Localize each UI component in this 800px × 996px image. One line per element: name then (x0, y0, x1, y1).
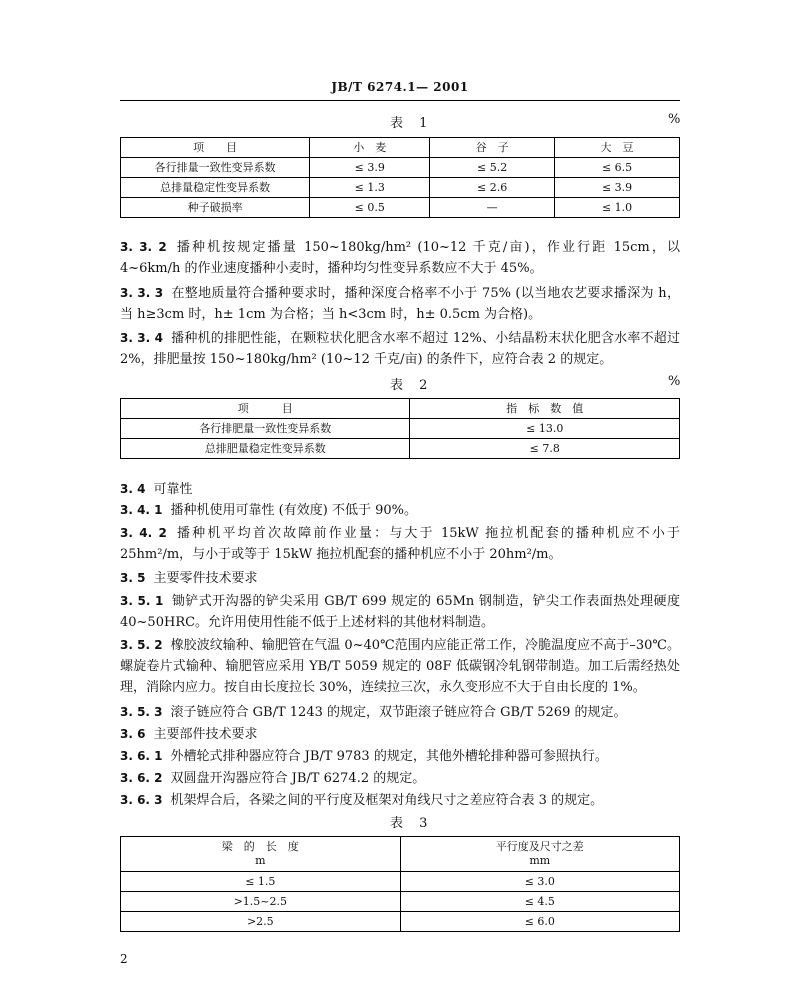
clause-text: 播种机按规定播量 150~180kg/hm² (10~12 千克/亩)，作业行距 15cm，以 4~6km/h 的作业速度播种小麦时，播种均匀性变异系数应不大于 45%。 (120, 240, 680, 276)
clause-number: 3. 3. 4 (120, 331, 163, 345)
table-header-cell (121, 837, 401, 872)
table2-unit: % (668, 374, 681, 389)
clause-3-6 (120, 724, 680, 745)
clause-3-6-2 (120, 768, 680, 789)
clause-3-6-1 (120, 746, 680, 767)
table-cell: ≤ 1.3 (310, 178, 430, 198)
clause-3-5-2 (120, 635, 680, 698)
clause-number: 3. 5 (120, 571, 146, 585)
clause-number: 3. 4 (120, 482, 146, 496)
clause-3-3-2 (120, 237, 680, 279)
clause-3-3-3 (120, 283, 680, 325)
column-label: 梁 的 长 度 (221, 840, 299, 853)
column-label: 平行度及尺寸之差 (495, 840, 584, 853)
table-cell: ≤ 0.5 (310, 198, 430, 218)
clause-text: 播种机使用可靠性 (有效度) 不低于 90%。 (170, 503, 417, 518)
table-cell: >1.5~2.5 (121, 892, 401, 912)
table1-unit: % (668, 112, 681, 127)
clause-3-5-1 (120, 591, 680, 633)
clause-text: 锄铲式开沟器的铲尖采用 GB/T 699 规定的 65Mn 钢制造，铲尖工作表面热处理硬度 40~50HRC。允许用使用性能不低于上述材料的其他材料制造。 (120, 594, 680, 630)
clause-text: 橡胶波纹输种、输肥管在气温 0~40℃范围内应能正常工作，冷脆温度应不高于–30℃。螺旋卷片式输种、输肥管应采用 YB/T 5059 规定的 08F 低碳钢冷轧钢带制造。加工后需经热处理，消除内应力。按自由长度拉长 30%，连续拉三次，永久变形应不大于自由长度的 1%。 (120, 638, 680, 695)
clause-number: 3. 6 (120, 727, 146, 741)
table-cell: ≤ 3.9 (555, 178, 680, 198)
table-row (121, 419, 680, 439)
clause-number: 3. 4. 1 (120, 503, 163, 517)
table-cell: ≤ 6.0 (400, 912, 679, 932)
table-row (121, 912, 680, 932)
table-header-row (121, 138, 680, 158)
clause-number: 3. 5. 1 (120, 594, 164, 608)
table-header-cell: 项 目 (121, 138, 310, 158)
table-cell: 各行排肥量一致性变异系数 (121, 419, 410, 439)
clause-3-6-3 (120, 790, 680, 811)
clause-text: 主要零件技术要求 (153, 571, 258, 586)
clause-number: 3. 5. 2 (120, 638, 163, 652)
table-header-cell: 谷 子 (430, 138, 555, 158)
table-row (121, 439, 680, 459)
table-row (121, 178, 680, 198)
table-header-row (121, 399, 680, 419)
clause-number: 3. 6. 2 (120, 771, 163, 785)
clause-text: 滚子链应符合 GB/T 1243 的规定，双节距滚子链应符合 GB/T 5269 的规定。 (170, 705, 627, 720)
table2-caption: 表 2 (390, 378, 434, 393)
table-cell: 种子破损率 (121, 198, 310, 218)
standard-number-header: JB/T 6274.1— 2001 (331, 80, 469, 94)
table1 (120, 137, 680, 218)
table-cell: ≤ 6.5 (555, 158, 680, 178)
table-cell: ≤ 1.5 (121, 872, 401, 892)
clause-text: 播种机平均首次故障前作业量：与大于 15kW 拖拉机配套的播种机应不小于 25hm²/m，与小于或等于 15kW 拖拉机配套的播种机应不小于 20hm²/m。 (120, 526, 680, 562)
table-header-row (121, 837, 680, 872)
table-header-cell: 项 目 (121, 399, 410, 419)
table-row (121, 892, 680, 912)
clause-text: 机架焊合后，各梁之间的平行度及框架对角线尺寸之差应符合表 3 的规定。 (170, 793, 604, 808)
clause-text: 双圆盘开沟器应符合 JB/T 6274.2 的规定。 (170, 771, 426, 786)
clause-text: 外槽轮式排种器应符合 JB/T 9783 的规定，其他外槽轮排种器可参照执行。 (170, 749, 608, 764)
page-number: 2 (120, 952, 128, 966)
clause-3-4-1 (120, 500, 680, 521)
table-cell: ≤ 5.2 (430, 158, 555, 178)
table-cell: 各行排量一致性变异系数 (121, 158, 310, 178)
clause-3-4-2 (120, 523, 680, 565)
table-cell: 总排肥量稳定性变异系数 (121, 439, 410, 459)
table-header-cell: 小 麦 (310, 138, 430, 158)
column-unit: mm (529, 854, 551, 867)
table-header-cell: 指 标 数 值 (410, 399, 680, 419)
table-cell: ≤ 2.6 (430, 178, 555, 198)
table-row (121, 198, 680, 218)
table-cell: ≤ 1.0 (555, 198, 680, 218)
table-row (121, 158, 680, 178)
table3-caption: 表 3 (390, 816, 434, 831)
clause-number: 3. 5. 3 (120, 705, 163, 719)
table-cell: >2.5 (121, 912, 401, 932)
table-header-cell: 大 豆 (555, 138, 680, 158)
clause-text: 播种机的排肥性能，在颗粒状化肥含水率不超过 12%、小结晶粉末状化肥含水率不超过 2%，排肥量按 150~180kg/hm² (10~12 千克/亩) 的条件下，应符合表 2 的规定。 (120, 331, 680, 367)
clause-3-4 (120, 479, 680, 500)
table1-caption: 表 1 (390, 116, 434, 131)
table-cell: ≤ 3.0 (400, 872, 679, 892)
table2 (120, 398, 680, 459)
clause-text: 在整地质量符合播种要求时，播种深度合格率不小于 75% (以当地农艺要求播深为 h，当 h≥3cm 时，h± 1cm 为合格；当 h<3cm 时，h± 0.5cm 为合格)。 (120, 286, 680, 322)
clause-number: 3. 6. 3 (120, 793, 163, 807)
table3 (120, 836, 680, 932)
clause-number: 3. 3. 2 (120, 240, 167, 254)
column-unit: m (255, 854, 266, 867)
table-cell: ≤ 7.8 (410, 439, 680, 459)
table-cell: ≤ 13.0 (410, 419, 680, 439)
table-header-cell (400, 837, 679, 872)
clause-3-5-3 (120, 702, 680, 723)
table-cell: ≤ 3.9 (310, 158, 430, 178)
clause-3-3-4 (120, 328, 680, 370)
table-cell: — (430, 198, 555, 218)
table-cell: 总排量稳定性变异系数 (121, 178, 310, 198)
clause-number: 3. 4. 2 (120, 526, 167, 540)
clause-text: 主要部件技术要求 (153, 727, 258, 742)
clause-3-5 (120, 568, 680, 589)
header-rule (120, 100, 680, 101)
clause-number: 3. 6. 1 (120, 749, 163, 763)
table-row (121, 872, 680, 892)
clause-number: 3. 3. 3 (120, 286, 164, 300)
table-cell: ≤ 4.5 (400, 892, 679, 912)
clause-text: 可靠性 (153, 482, 193, 497)
